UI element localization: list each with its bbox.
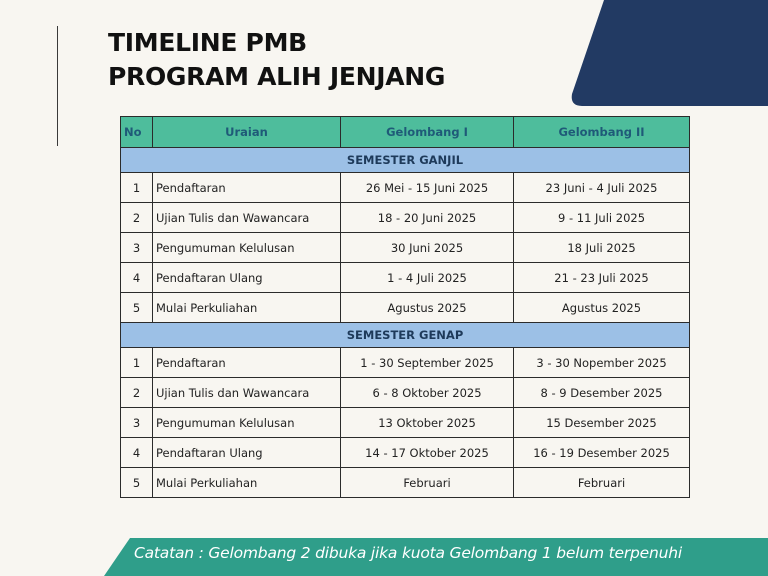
cell-no: 2: [121, 203, 153, 233]
table-row: [121, 408, 690, 438]
cell-gelombang-1: 1 - 4 Juli 2025: [341, 263, 514, 293]
header-no: No: [121, 117, 153, 148]
cell-gelombang-2: 9 - 11 Juli 2025: [514, 203, 690, 233]
cell-gelombang-1: 18 - 20 Juni 2025: [341, 203, 514, 233]
page-title-line-1: TIMELINE PMB: [108, 28, 307, 57]
cell-uraian: Mulai Perkuliahan: [153, 293, 341, 323]
cell-gelombang-2: 18 Juli 2025: [514, 233, 690, 263]
table-row: [121, 293, 690, 323]
cell-no: 1: [121, 348, 153, 378]
table-row: [121, 378, 690, 408]
footer-note: Catatan : Gelombang 2 dibuka jika kuota Gelombang 1 belum terpenuhi: [134, 544, 682, 562]
cell-no: 1: [121, 173, 153, 203]
cell-gelombang-1: 30 Juni 2025: [341, 233, 514, 263]
table-row: [121, 203, 690, 233]
cell-gelombang-1: 6 - 8 Oktober 2025: [341, 378, 514, 408]
cell-uraian: Pendaftaran Ulang: [153, 263, 341, 293]
cell-uraian: Ujian Tulis dan Wawancara: [153, 203, 341, 233]
cell-no: 5: [121, 468, 153, 498]
cell-gelombang-2: Februari: [514, 468, 690, 498]
header-gelombang-1: Gelombang I: [341, 117, 514, 148]
cell-no: 4: [121, 263, 153, 293]
cell-no: 3: [121, 233, 153, 263]
cell-uraian: Mulai Perkuliahan: [153, 468, 341, 498]
cell-no: 2: [121, 378, 153, 408]
cell-gelombang-2: 23 Juni - 4 Juli 2025: [514, 173, 690, 203]
page-title: [108, 26, 445, 94]
cell-no: 3: [121, 408, 153, 438]
cell-gelombang-2: 3 - 30 Nopember 2025: [514, 348, 690, 378]
cell-uraian: Pendaftaran: [153, 348, 341, 378]
cell-gelombang-2: 15 Desember 2025: [514, 408, 690, 438]
cell-gelombang-2: 21 - 23 Juli 2025: [514, 263, 690, 293]
cell-uraian: Pendaftaran Ulang: [153, 438, 341, 468]
semester-label: SEMESTER GENAP: [121, 323, 690, 348]
cell-uraian: Pengumuman Kelulusan: [153, 233, 341, 263]
semester-genap-row: [121, 323, 690, 348]
cell-gelombang-1: 13 Oktober 2025: [341, 408, 514, 438]
table-row: [121, 233, 690, 263]
table-row: [121, 173, 690, 203]
cell-gelombang-2: 8 - 9 Desember 2025: [514, 378, 690, 408]
table-header-row: [121, 117, 690, 148]
table-row: [121, 348, 690, 378]
cell-gelombang-1: 1 - 30 September 2025: [341, 348, 514, 378]
semester-ganjil-row: [121, 148, 690, 173]
page-title-line-2: PROGRAM ALIH JENJANG: [108, 62, 446, 91]
semester-label: SEMESTER GANJIL: [121, 148, 690, 173]
header-gelombang-2: Gelombang II: [514, 117, 690, 148]
cell-gelombang-1: 14 - 17 Oktober 2025: [341, 438, 514, 468]
header-uraian: Uraian: [153, 117, 341, 148]
table-row: [121, 263, 690, 293]
cell-gelombang-2: 16 - 19 Desember 2025: [514, 438, 690, 468]
cell-gelombang-2: Agustus 2025: [514, 293, 690, 323]
cell-gelombang-1: Februari: [341, 468, 514, 498]
cell-uraian: Ujian Tulis dan Wawancara: [153, 378, 341, 408]
cell-gelombang-1: Agustus 2025: [341, 293, 514, 323]
title-divider-line: [57, 26, 58, 146]
table-row: [121, 468, 690, 498]
cell-no: 4: [121, 438, 153, 468]
cell-uraian: Pendaftaran: [153, 173, 341, 203]
table-row: [121, 438, 690, 468]
cell-uraian: Pengumuman Kelulusan: [153, 408, 341, 438]
cell-no: 5: [121, 293, 153, 323]
cell-gelombang-1: 26 Mei - 15 Juni 2025: [341, 173, 514, 203]
timeline-table: [120, 116, 690, 498]
